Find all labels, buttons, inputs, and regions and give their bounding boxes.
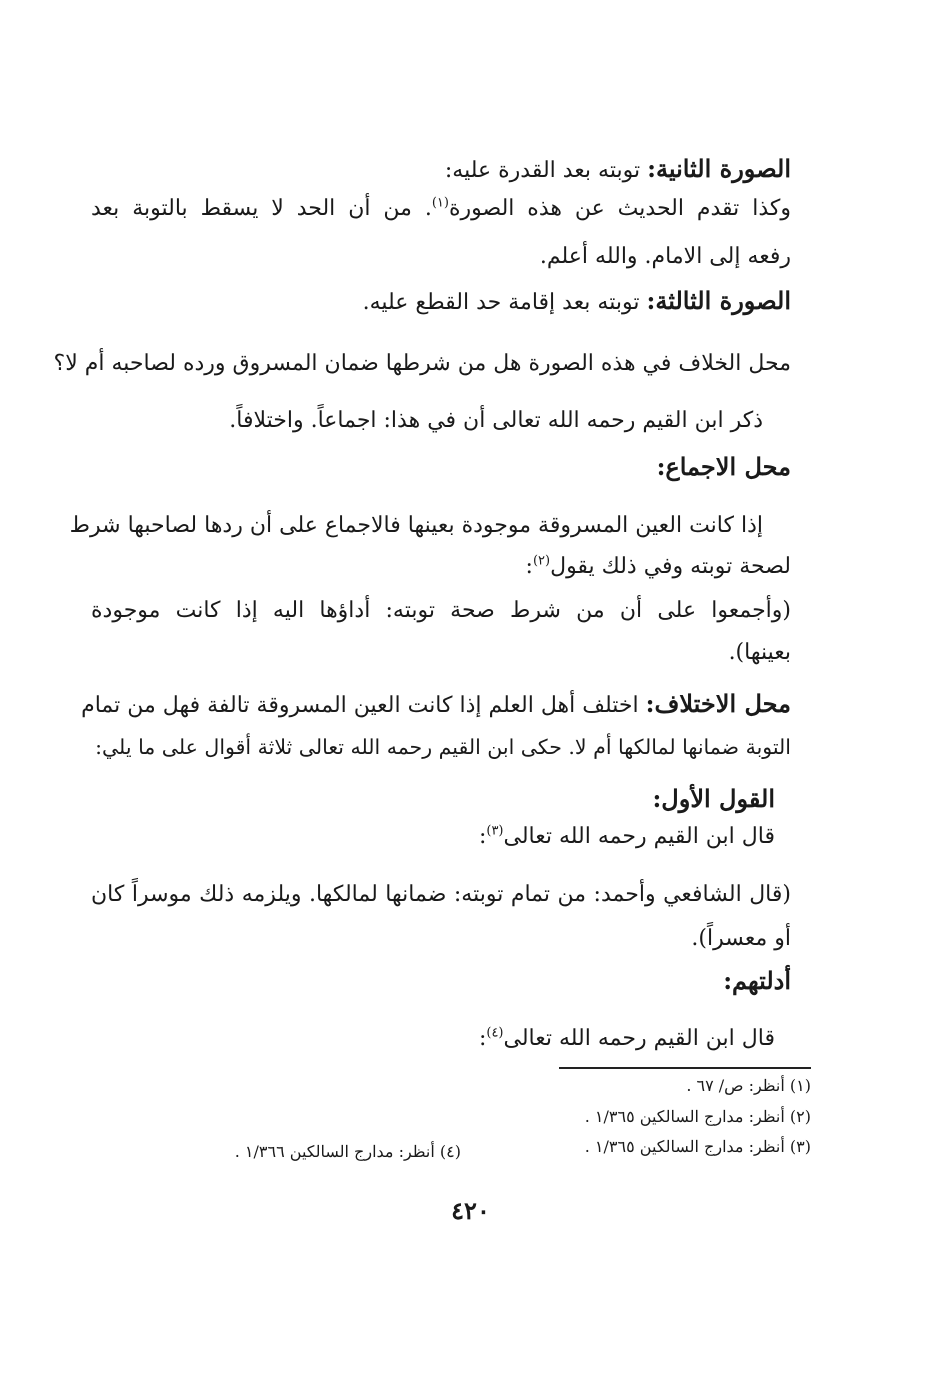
text-span: اختلف أهل العلم إذا كانت العين المسروقة تالفة فهل من تمام: [81, 693, 639, 718]
text-span: :: [525, 554, 533, 579]
quote-line: أو معسراً).: [691, 926, 791, 951]
paragraph-line: [91, 1022, 775, 1056]
adilla-heading: أدلتهم:: [723, 966, 791, 995]
footnote-ref-3: (٣): [486, 823, 504, 839]
text-span: لصحة توبته وفي ذلك يقول: [550, 554, 791, 579]
footnote-ref-1: (١): [431, 195, 449, 211]
footnote-1: (١) أنظر: ص/ ٦٧ .: [686, 1076, 811, 1095]
text-span: وكذا تقدم الحديث عن هذه الصورة: [448, 196, 791, 221]
section-3-heading-line: [91, 284, 791, 320]
section-2-title: توبته بعد القدرة عليه:: [444, 158, 641, 183]
quote-line: بعينها).: [728, 640, 791, 665]
section-3-title: توبته بعد إقامة حد القطع عليه.: [362, 290, 640, 315]
text-span: قال ابن القيم رحمه الله تعالى: [503, 1026, 775, 1051]
page-number: ٤٢٠: [451, 1196, 490, 1225]
paragraph-line: رفعه إلى الامام. والله أعلم.: [539, 244, 791, 269]
quote-line: (وأجمعوا على أن من شرط صحة توبته: أداؤها اليه إذا كانت موجودة: [91, 598, 791, 623]
section-2-heading-line: [91, 152, 791, 188]
text-span: :: [478, 824, 487, 849]
paragraph-line: محل الخلاف في هذه الصورة هل من شرطها ضمان المسروق ورده لصاحبه أم لا؟: [53, 351, 791, 376]
section-2-heading: الصورة الثانية:: [647, 154, 791, 183]
paragraph-line: [91, 820, 775, 854]
ikhtilaf-line: [81, 687, 791, 723]
qawl-1-heading: القول الأول:: [652, 784, 775, 813]
paragraph-line: إذا كانت العين المسروقة موجودة بعينها فالاجماع على أن ردها لصاحبها شرط: [69, 513, 763, 538]
footnote-ref-4: (٤): [486, 1025, 504, 1041]
paragraph-line: التوبة ضمانها لمالكها أم لا. حكى ابن القيم رحمه الله تعالى ثلاثة أقوال على ما يلي:: [95, 735, 791, 759]
section-3-heading: الصورة الثالثة:: [646, 286, 791, 315]
paragraph-line: [91, 550, 791, 584]
text-span: قال ابن القيم رحمه الله تعالى: [503, 824, 775, 849]
paragraph-line: [91, 192, 791, 226]
footnote-2: (٢) أنظر: مدارج السالكين ١/٣٦٥ .: [584, 1107, 811, 1126]
text-span: . من أن الحد لا يسقط بالتوبة بعد: [91, 196, 432, 221]
footnote-4: (٤) أنظر: مدارج السالكين ١/٣٦٦ .: [234, 1142, 461, 1161]
text-span: :: [478, 1026, 487, 1051]
footnote-separator: [559, 1067, 811, 1069]
footnote-3: (٣) أنظر: مدارج السالكين ١/٣٦٥ .: [584, 1137, 811, 1156]
ijma-heading: محل الاجماع:: [656, 452, 791, 481]
ikhtilaf-heading: محل الاختلاف:: [645, 689, 791, 718]
footnote-ref-2: (٢): [532, 553, 551, 569]
quote-line: (قال الشافعي وأحمد: من تمام توبته: ضمانها لمالكها. ويلزمه ذلك موسراً كان: [91, 882, 791, 907]
paragraph-line: ذكر ابن القيم رحمه الله تعالى أن في هذا: اجماعاً. واختلافاً.: [229, 408, 763, 433]
